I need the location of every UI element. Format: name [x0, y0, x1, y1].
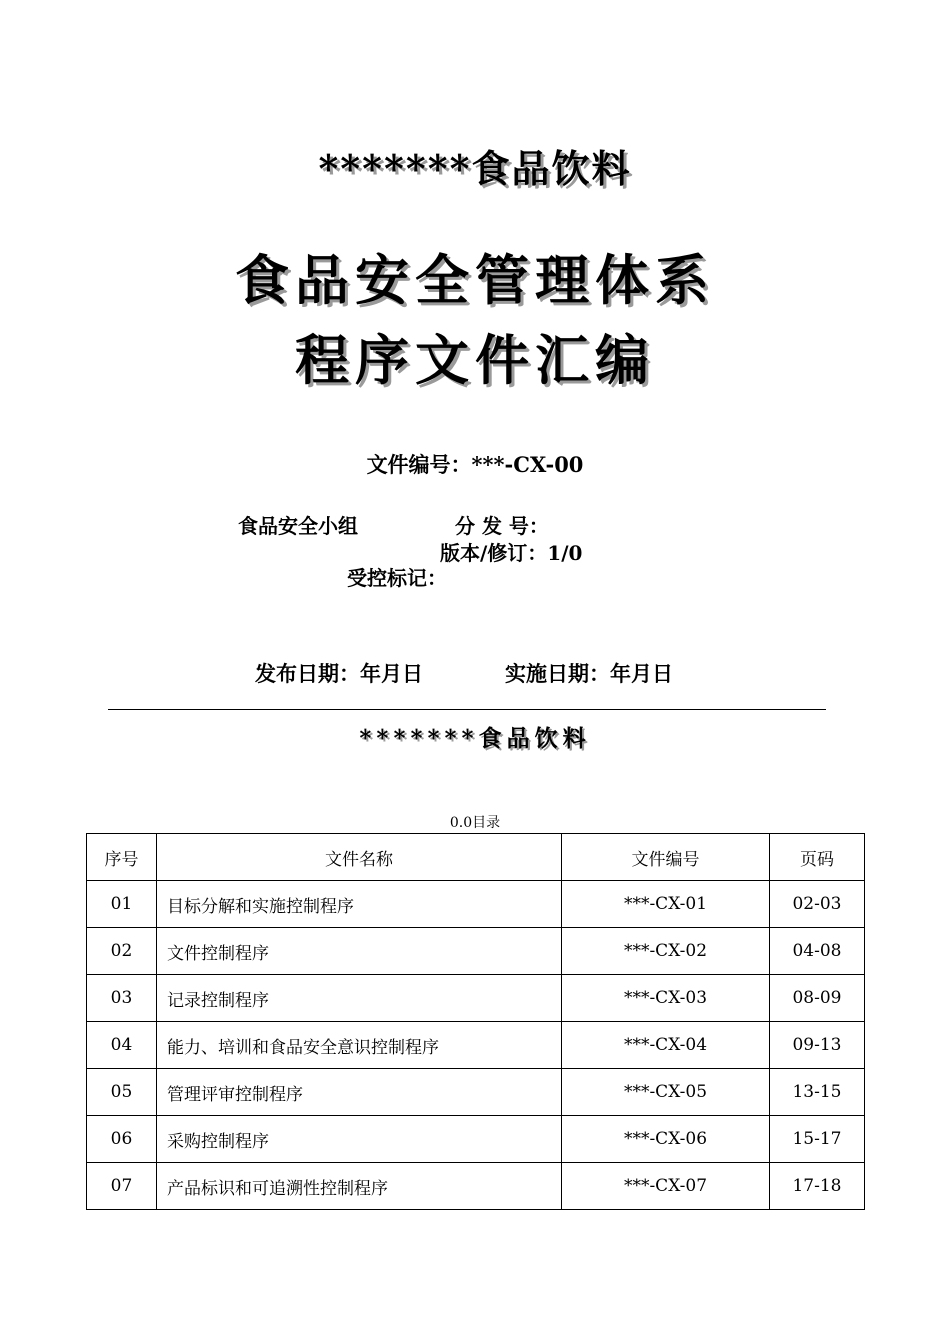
col-header-number: 序号	[87, 834, 157, 881]
table-row	[87, 928, 865, 975]
row-code: ***-CX-02	[562, 928, 770, 975]
row-code: ***-CX-01	[562, 881, 770, 928]
row-code: ***-CX-04	[562, 1022, 770, 1069]
table-row	[87, 881, 865, 928]
row-number: 05	[87, 1069, 157, 1116]
row-number: 03	[87, 975, 157, 1022]
table-row	[87, 1022, 865, 1069]
food-safety-team-label: 食品安全小组	[238, 514, 358, 538]
toc-caption: 0.0目录	[449, 815, 501, 831]
main-title-line2: 程序文件汇编	[295, 328, 655, 392]
document-number: 文件编号：***-CX-00	[366, 452, 584, 477]
row-code: ***-CX-06	[562, 1116, 770, 1163]
table-row	[87, 1163, 865, 1210]
row-name: 文件控制程序	[157, 928, 562, 975]
col-header-pages: 页码	[770, 834, 865, 881]
header-divider	[108, 709, 826, 710]
col-header-name: 文件名称	[157, 834, 562, 881]
distribution-number-label: 分 发 号：	[455, 514, 549, 538]
row-code: ***-CX-03	[562, 975, 770, 1022]
row-name: 记录控制程序	[157, 975, 562, 1022]
row-name: 产品标识和可追溯性控制程序	[157, 1163, 562, 1210]
version-label: 版本/修订：1/0	[440, 541, 583, 565]
row-code: ***-CX-07	[562, 1163, 770, 1210]
table-row	[87, 1116, 865, 1163]
row-number: 07	[87, 1163, 157, 1210]
col-header-code: 文件编号	[562, 834, 770, 881]
row-name: 采购控制程序	[157, 1116, 562, 1163]
row-pages: 13-15	[770, 1069, 865, 1116]
row-pages: 09-13	[770, 1022, 865, 1069]
toc-header-row	[87, 834, 865, 881]
row-pages: 15-17	[770, 1116, 865, 1163]
row-number: 02	[87, 928, 157, 975]
row-pages: 17-18	[770, 1163, 865, 1210]
company-title: *******食品饮料	[318, 146, 632, 191]
row-number: 04	[87, 1022, 157, 1069]
control-mark-label: 受控标记：	[347, 566, 447, 590]
row-pages: 02-03	[770, 881, 865, 928]
row-name: 管理评审控制程序	[157, 1069, 562, 1116]
company-running-header: *******食品饮料	[359, 725, 591, 752]
main-title-line1: 食品安全管理体系	[235, 248, 715, 312]
issue-date: 发布日期：年月日	[255, 661, 423, 686]
table-row	[87, 975, 865, 1022]
row-number: 06	[87, 1116, 157, 1163]
row-code: ***-CX-05	[562, 1069, 770, 1116]
implementation-date: 实施日期：年月日	[505, 661, 673, 686]
row-pages: 04-08	[770, 928, 865, 975]
row-name: 能力、培训和食品安全意识控制程序	[157, 1022, 562, 1069]
table-row	[87, 1069, 865, 1116]
row-name: 目标分解和实施控制程序	[157, 881, 562, 928]
table-of-contents	[86, 833, 865, 1210]
row-pages: 08-09	[770, 975, 865, 1022]
row-number: 01	[87, 881, 157, 928]
